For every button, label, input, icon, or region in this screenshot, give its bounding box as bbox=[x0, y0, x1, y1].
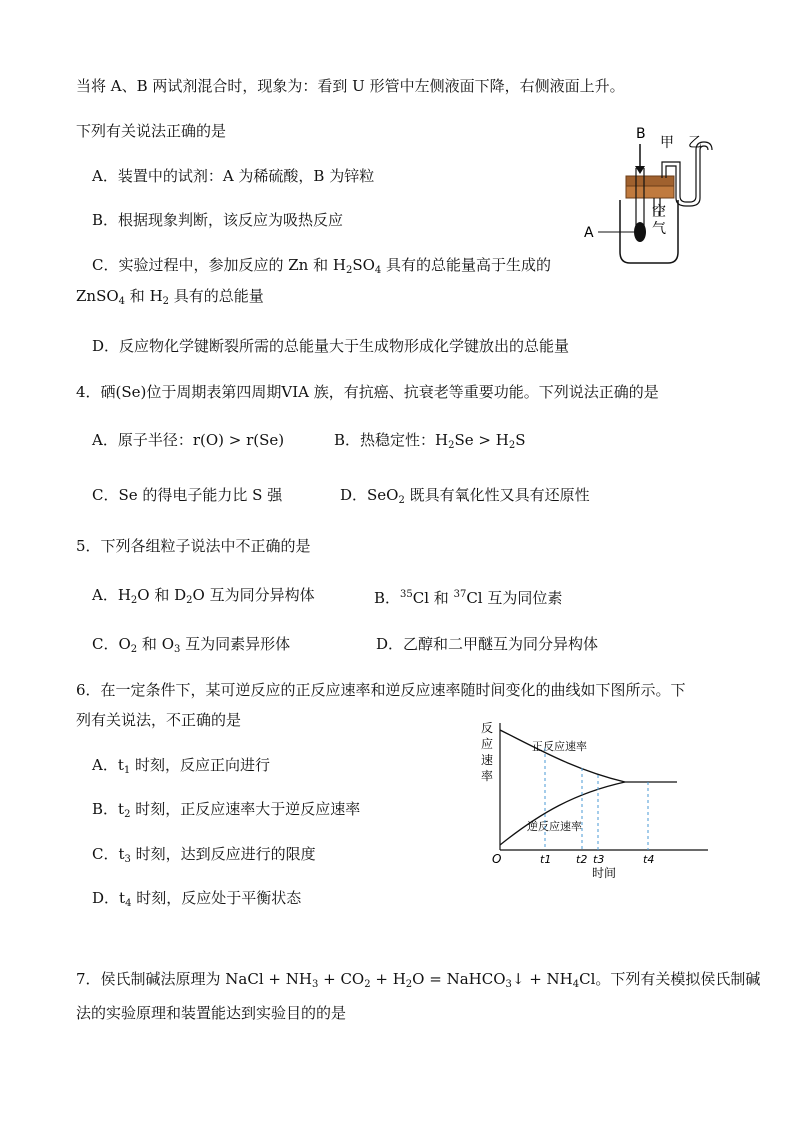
q3-c-sub-1: 2 bbox=[345, 265, 353, 276]
q4-option-c: C．Se 的得电子能力比 S 强 bbox=[92, 486, 283, 504]
q3-option-c bbox=[92, 255, 551, 281]
q4-b-text-1: B．热稳定性：H bbox=[334, 431, 449, 449]
q5-c-sub-2: 3 bbox=[174, 644, 181, 655]
q3-c-text-2: SO bbox=[352, 256, 375, 274]
graph-t4: t4 bbox=[643, 853, 655, 866]
reverse-rate-curve bbox=[500, 782, 625, 845]
graph-ylabel-3: 速 bbox=[481, 753, 494, 767]
q3-c2-sub-2: 2 bbox=[162, 296, 170, 307]
q3-option-b: B．根据现象判断，该反应为吸热反应 bbox=[92, 211, 344, 229]
q6-d-text-1: D．t bbox=[92, 889, 126, 907]
reagent-a-drop bbox=[634, 222, 646, 242]
q6-option-d bbox=[92, 888, 301, 914]
q4-stem: 4．硒(Se)位于周期表第四周期VIA 族，有抗癌、抗衰老等重要功能。下列说法正确的是 bbox=[76, 383, 659, 401]
q6-b-sub: 2 bbox=[124, 809, 131, 820]
q3-c2-text-1: ZnSO bbox=[76, 287, 119, 305]
q3-apparatus-figure bbox=[580, 120, 720, 270]
q5-b-text-1: B． bbox=[374, 589, 401, 607]
q4-b-sub-2: 2 bbox=[508, 440, 516, 451]
fig-label-jia: 甲 bbox=[660, 135, 674, 151]
q5-a-sub-1: 2 bbox=[130, 595, 138, 606]
q3-c-text-3: 具有的总能量高于生成的 bbox=[381, 256, 552, 274]
q7-text-4: O = NaHCO bbox=[412, 970, 506, 988]
stopper-top bbox=[626, 176, 674, 186]
q7-sub-3: 2 bbox=[405, 979, 413, 990]
q3-stem: 下列有关说法正确的是 bbox=[76, 122, 227, 140]
q5-c-sub-1: 2 bbox=[130, 644, 138, 655]
graph-origin: O bbox=[492, 852, 502, 866]
q5-b-text-3: Cl 互为同位素 bbox=[466, 589, 563, 607]
q7-sub-4: 3 bbox=[505, 979, 512, 990]
graph-t1: t1 bbox=[540, 853, 552, 866]
fig-label-qi: 气 bbox=[652, 221, 666, 237]
q6-option-b bbox=[92, 799, 360, 825]
q5-option-a bbox=[92, 585, 315, 611]
q7-text-1: 7．侯氏制碱法原理为 NaCl + NH bbox=[76, 970, 312, 988]
q6-a-text-1: A．t bbox=[92, 756, 124, 774]
fig-label-yi: 乙 bbox=[688, 135, 702, 151]
q7-sub-5: 4 bbox=[572, 979, 580, 990]
q6-stem-line1: 6．在一定条件下，某可逆反应的正反应速率和逆反应速率随时间变化的曲线如下图所示。下 bbox=[76, 681, 686, 699]
stopper-bottom bbox=[626, 186, 674, 198]
q4-option-d bbox=[340, 485, 590, 511]
q6-stem-line2: 列有关说法，不正确的是 bbox=[76, 711, 242, 729]
q6-d-sub: 4 bbox=[125, 898, 132, 909]
q6-option-c bbox=[92, 844, 316, 870]
q4-b-sub-1: 2 bbox=[448, 440, 455, 451]
q6-option-a bbox=[92, 755, 270, 781]
q3-c2-sub-1: 4 bbox=[118, 296, 126, 307]
q7-text-2: + CO bbox=[318, 970, 365, 988]
graph-ylabel-1: 反 bbox=[481, 721, 494, 735]
q7-text-6: Cl。下列有关模拟侯氏制碱 bbox=[579, 970, 761, 988]
q4-d-text-2: 既具有氧化性又具有还原性 bbox=[404, 486, 590, 504]
q7-line1 bbox=[76, 969, 760, 995]
forward-rate-curve bbox=[500, 730, 625, 782]
q5-b-sup-2: 37 bbox=[453, 589, 467, 600]
q3-c2-text-2: 和 H bbox=[125, 287, 163, 305]
q5-c-text-2: 和 O bbox=[137, 635, 174, 653]
q7-sub-1: 3 bbox=[311, 979, 319, 990]
q4-b-text-3: S bbox=[515, 431, 526, 449]
q5-b-sup-1: 35 bbox=[400, 589, 413, 600]
graph-xlabel: 时间 bbox=[592, 866, 617, 880]
q6-b-text-1: B．t bbox=[92, 800, 125, 818]
intro-text: 当将 A、B 两试剂混合时，现象为：看到 U 形管中左侧液面下降，右侧液面上升。 bbox=[76, 77, 625, 95]
reverse-rate-label: 逆反应速率 bbox=[527, 820, 582, 833]
q7-sub-2: 2 bbox=[364, 979, 371, 990]
q6-b-text-2: 时刻，正反应速率大于逆反应速率 bbox=[130, 800, 361, 818]
fig-label-b: B bbox=[636, 126, 646, 142]
q5-a-text-1: A．H bbox=[92, 586, 131, 604]
q6-c-text-2: 时刻，达到反应进行的限度 bbox=[130, 845, 316, 863]
q6-d-text-2: 时刻，反应处于平衡状态 bbox=[131, 889, 302, 907]
q5-a-text-3: O 互为同分异构体 bbox=[192, 586, 315, 604]
forward-rate-label: 正反应速率 bbox=[532, 740, 587, 753]
q5-a-sub-2: 2 bbox=[186, 595, 193, 606]
q5-b-text-2: Cl 和 bbox=[412, 589, 454, 607]
q3-c-text-1: C．实验过程中，参加反应的 Zn 和 H bbox=[92, 256, 346, 274]
graph-t3: t3 bbox=[593, 853, 605, 866]
q4-d-text-1: D．SeO bbox=[340, 486, 399, 504]
q5-c-text-1: C．O bbox=[92, 635, 131, 653]
q5-a-text-2: O 和 D bbox=[137, 586, 187, 604]
q4-option-a: A．原子半径：r(O) > r(Se) bbox=[92, 431, 285, 449]
q6-a-text-2: 时刻，反应正向进行 bbox=[130, 756, 271, 774]
graph-ylabel-4: 率 bbox=[481, 769, 494, 783]
q6-rate-graph bbox=[470, 715, 720, 885]
q5-c-text-3: 互为同素异形体 bbox=[180, 635, 291, 653]
graph-ylabel-2: 应 bbox=[481, 737, 494, 751]
q7-text-3: + H bbox=[370, 970, 406, 988]
q4-option-b bbox=[334, 430, 525, 456]
fig-label-kong: 空 bbox=[652, 204, 666, 220]
q6-c-text-1: C．t bbox=[92, 845, 125, 863]
q3-c2-text-3: 具有的总能量 bbox=[169, 287, 264, 305]
q4-d-sub-1: 2 bbox=[398, 495, 405, 506]
fig-label-a: A bbox=[584, 225, 594, 241]
graph-t2: t2 bbox=[576, 853, 588, 866]
q6-c-sub: 3 bbox=[124, 854, 131, 865]
q3-option-c-cont bbox=[76, 286, 264, 312]
q5-option-c bbox=[92, 634, 290, 660]
q7-line2: 法的实验原理和装置能达到实验目的的是 bbox=[76, 1004, 347, 1022]
q5-option-d: D．乙醇和二甲醚互为同分异构体 bbox=[376, 635, 599, 653]
q5-option-b bbox=[374, 585, 562, 608]
q6-a-sub: 1 bbox=[123, 765, 131, 776]
q7-text-5: ↓ + NH bbox=[511, 970, 573, 988]
q3-c-sub-2: 4 bbox=[374, 265, 382, 276]
q4-b-text-2: Se > H bbox=[454, 431, 509, 449]
q3-option-a: A．装置中的试剂：A 为稀硫酸，B 为锌粒 bbox=[92, 167, 375, 185]
q5-stem: 5．下列各组粒子说法中不正确的是 bbox=[76, 537, 311, 555]
q3-option-d: D．反应物化学键断裂所需的总能量大于生成物形成化学键放出的总能量 bbox=[92, 337, 570, 355]
